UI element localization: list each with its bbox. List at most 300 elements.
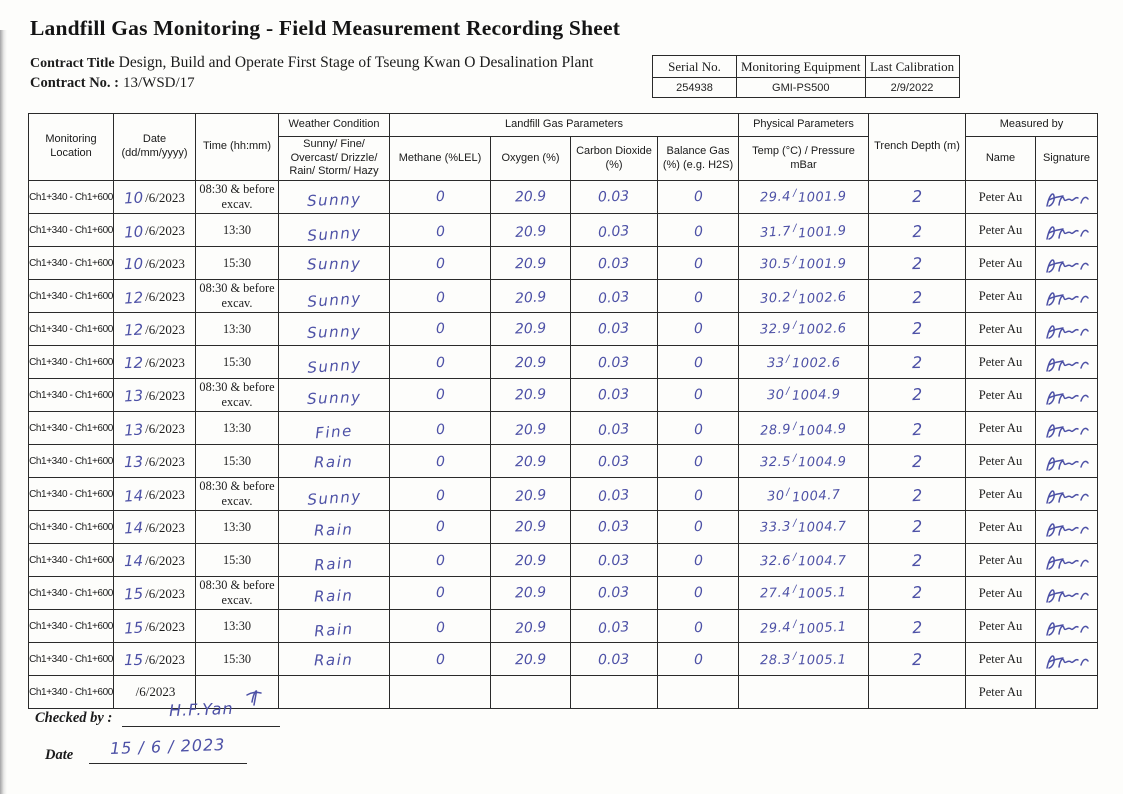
handwritten-oxygen: 20.9	[514, 289, 547, 307]
signature-scribble	[1043, 254, 1091, 276]
handwritten-day: 15	[123, 650, 144, 669]
handwritten-pressure: 1004.7	[798, 519, 848, 536]
methane-cell	[390, 280, 491, 313]
equip-header-equipment: Monitoring Equipment	[737, 56, 866, 78]
monitoring-location-cell: Ch1+340 - Ch1+600	[29, 544, 114, 577]
date-cell	[114, 445, 196, 478]
handwritten-day: 15	[123, 617, 144, 638]
printed-date-part: /6/2023	[145, 519, 185, 535]
time-cell: 08:30 & before excav.	[196, 280, 279, 313]
printed-date-part: /6/2023	[145, 651, 185, 667]
carbon-dioxide-cell	[571, 577, 658, 610]
col-header-monitoring-location: Monitoring Location	[29, 114, 114, 181]
handwritten-weather: Sunny	[306, 254, 362, 273]
oxygen-cell	[491, 346, 571, 379]
oxygen-cell	[491, 247, 571, 280]
trench-depth-cell	[869, 511, 966, 544]
handwritten-co2: 0.03	[598, 619, 631, 637]
page-title: Landfill Gas Monitoring - Field Measurement Recording Sheet	[30, 16, 621, 40]
handwritten-pressure: 1001.9	[798, 189, 848, 206]
time-cell: 13:30	[196, 511, 279, 544]
oxygen-cell	[491, 643, 571, 676]
weather-cell	[279, 610, 390, 643]
temp-pressure-separator: /	[792, 583, 797, 596]
handwritten-pressure: 1005.1	[798, 585, 848, 602]
col-group-weather-condition: Weather Condition	[279, 114, 390, 137]
balance-gas-cell	[658, 181, 739, 214]
weather-cell	[279, 577, 390, 610]
col-header-trench-depth: Trench Depth (m)	[869, 114, 966, 181]
weather-cell	[279, 511, 390, 544]
handwritten-methane: 0	[435, 453, 445, 471]
date-cell	[114, 280, 196, 313]
handwritten-methane: 0	[435, 487, 446, 505]
handwritten-day: 13	[123, 452, 144, 471]
handwritten-weather: Rain	[314, 650, 354, 669]
handwritten-weather: Rain	[314, 553, 355, 574]
handwritten-day: 13	[123, 386, 144, 405]
handwritten-pressure: 1001.9	[798, 223, 848, 242]
monitoring-location-cell: Ch1+340 - Ch1+600	[29, 676, 114, 709]
handwritten-weather: Fine	[314, 421, 354, 442]
signature-cell	[1036, 478, 1098, 511]
handwritten-pressure: 1004.9	[798, 454, 848, 471]
oxygen-cell	[491, 676, 571, 709]
equipment-info-table	[652, 55, 960, 98]
time-cell: 15:30	[196, 544, 279, 577]
handwritten-weather: Sunny	[306, 222, 363, 245]
time-cell: 08:30 & before excav.	[196, 379, 279, 412]
handwritten-temp: 30	[766, 387, 785, 404]
balance-gas-cell	[658, 214, 739, 247]
handwritten-day: 10	[123, 254, 144, 273]
methane-cell	[390, 643, 491, 676]
printed-date-part: /6/2023	[145, 420, 185, 436]
handwritten-weather: Sunny	[306, 321, 362, 342]
contract-title-label: Contract Title	[30, 56, 115, 71]
col-header-balance-gas: Balance Gas (%) (e.g. H2S)	[658, 137, 739, 181]
handwritten-trench-depth: 2	[911, 318, 923, 339]
temp-pressure-cell	[739, 412, 869, 445]
col-header-signature: Signature	[1036, 137, 1098, 181]
checked-date-row	[35, 734, 247, 764]
signature-cell	[1036, 445, 1098, 478]
handwritten-trench-depth: 2	[911, 419, 923, 440]
handwritten-pressure: 1002.6	[798, 321, 848, 338]
handwritten-weather: Sunny	[306, 288, 363, 311]
printed-date-part: /6/2023	[145, 189, 185, 205]
handwritten-temp: 32.9	[759, 321, 792, 338]
handwritten-co2: 0.03	[598, 651, 630, 669]
handwritten-oxygen: 20.9	[514, 487, 547, 505]
oxygen-cell	[491, 181, 571, 214]
handwritten-trench-depth: 2	[911, 384, 923, 405]
handwritten-methane: 0	[435, 651, 445, 669]
weather-cell	[279, 478, 390, 511]
checked-date-line	[89, 734, 247, 764]
handwritten-co2: 0.03	[598, 354, 630, 372]
printed-date-part: /6/2023	[145, 321, 185, 337]
col-header-name: Name	[966, 137, 1036, 181]
temp-pressure-cell	[739, 313, 869, 346]
methane-cell	[390, 577, 491, 610]
handwritten-pressure: 1002.6	[798, 289, 848, 308]
handwritten-day: 14	[123, 485, 144, 506]
trench-depth-cell	[869, 445, 966, 478]
handwritten-methane: 0	[435, 552, 445, 570]
balance-gas-cell	[658, 544, 739, 577]
handwritten-temp: 29.4	[759, 189, 792, 206]
temp-pressure-cell	[739, 511, 869, 544]
signature-scribble	[1043, 650, 1091, 672]
date-cell	[114, 544, 196, 577]
carbon-dioxide-cell	[571, 610, 658, 643]
checked-by-signature-line	[122, 700, 280, 727]
oxygen-cell	[491, 577, 571, 610]
printed-date-part: /6/2023	[135, 684, 176, 699]
handwritten-co2: 0.03	[598, 320, 630, 338]
handwritten-weather: Rain	[314, 519, 355, 540]
handwritten-methane: 0	[435, 188, 445, 206]
date-cell	[114, 181, 196, 214]
printed-date-part: /6/2023	[145, 585, 185, 601]
handwritten-balance-gas: 0	[693, 518, 703, 536]
contract-title-value: Design, Build and Operate First Stage of Tseung Kwan O Desalination Plant	[118, 54, 594, 71]
handwritten-temp: 31.7	[759, 224, 792, 241]
table-row	[29, 511, 1098, 544]
temp-pressure-separator: /	[786, 385, 790, 398]
temp-pressure-separator: /	[792, 187, 797, 200]
handwritten-weather: Rain	[314, 452, 354, 471]
signature-cell	[1036, 247, 1098, 280]
handwritten-methane: 0	[435, 289, 446, 307]
signature-scribble	[1043, 485, 1091, 507]
table-row	[29, 412, 1098, 445]
temp-pressure-separator: /	[786, 353, 790, 366]
carbon-dioxide-cell	[571, 412, 658, 445]
handwritten-trench-depth: 2	[911, 253, 923, 274]
handwritten-balance-gas: 0	[693, 354, 703, 372]
temp-pressure-separator: /	[792, 319, 797, 332]
oxygen-cell	[491, 511, 571, 544]
col-group-landfill-gas-parameters: Landfill Gas Parameters	[390, 114, 739, 137]
table-row	[29, 478, 1098, 511]
col-header-weather-options: Sunny/ Fine/ Overcast/ Drizzle/ Rain/ Storm/ Hazy	[279, 137, 390, 181]
handwritten-oxygen: 20.9	[514, 584, 547, 602]
methane-cell	[390, 445, 491, 478]
table-row	[29, 181, 1098, 214]
balance-gas-cell	[658, 280, 739, 313]
handwritten-trench-depth: 2	[911, 516, 923, 537]
checked-by-signature: H.F.Yan	[168, 698, 234, 721]
handwritten-temp: 28.9	[759, 422, 792, 439]
monitoring-table	[28, 113, 1098, 709]
signature-cell	[1036, 610, 1098, 643]
handwritten-balance-gas: 0	[693, 386, 703, 404]
carbon-dioxide-cell	[571, 181, 658, 214]
monitoring-location-cell: Ch1+340 - Ch1+600	[29, 445, 114, 478]
handwritten-trench-depth: 2	[911, 582, 923, 603]
methane-cell	[390, 313, 491, 346]
monitoring-location-cell: Ch1+340 - Ch1+600	[29, 214, 114, 247]
weather-cell	[279, 313, 390, 346]
handwritten-temp: 32.5	[759, 454, 792, 471]
methane-cell	[390, 181, 491, 214]
handwritten-methane: 0	[435, 386, 445, 404]
oxygen-cell	[491, 445, 571, 478]
monitoring-location-cell: Ch1+340 - Ch1+600	[29, 610, 114, 643]
handwritten-co2: 0.03	[598, 421, 631, 439]
handwritten-day: 15	[123, 584, 144, 603]
handwritten-oxygen: 20.9	[514, 188, 547, 206]
handwritten-trench-depth: 2	[911, 221, 923, 242]
time-cell: 08:30 & before excav.	[196, 181, 279, 214]
printed-date-part: /6/2023	[145, 618, 185, 634]
handwritten-balance-gas: 0	[693, 289, 704, 307]
measured-by-name-cell: Peter Au	[966, 643, 1036, 676]
weather-cell	[279, 214, 390, 247]
handwritten-weather: Sunny	[306, 387, 362, 408]
trench-depth-cell	[869, 676, 966, 709]
handwritten-co2: 0.03	[598, 289, 631, 307]
methane-cell	[390, 478, 491, 511]
temp-pressure-separator: /	[792, 650, 797, 663]
handwritten-weather: Sunny	[306, 189, 362, 210]
printed-date-part: /6/2023	[145, 255, 185, 271]
carbon-dioxide-cell	[571, 313, 658, 346]
trench-depth-cell	[869, 478, 966, 511]
handwritten-balance-gas: 0	[693, 320, 703, 338]
signature-cell	[1036, 544, 1098, 577]
handwritten-day: 14	[123, 518, 144, 537]
handwritten-co2: 0.03	[598, 255, 630, 273]
handwritten-trench-depth: 2	[911, 352, 923, 373]
equip-header-calibration: Last Calibration	[865, 56, 959, 78]
methane-cell	[390, 676, 491, 709]
handwritten-temp: 30	[766, 488, 785, 505]
table-row	[29, 214, 1098, 247]
monitoring-location-cell: Ch1+340 - Ch1+600	[29, 247, 114, 280]
temp-pressure-separator: /	[792, 222, 797, 235]
weather-cell	[279, 346, 390, 379]
handwritten-methane: 0	[435, 255, 445, 273]
measured-by-name-cell: Peter Au	[966, 214, 1036, 247]
handwritten-pressure: 1005.1	[798, 619, 848, 638]
handwritten-trench-depth: 2	[911, 649, 923, 670]
handwritten-day: 14	[123, 551, 144, 570]
handwritten-oxygen: 20.9	[514, 453, 547, 471]
weather-cell	[279, 676, 390, 709]
oxygen-cell	[491, 478, 571, 511]
signature-cell	[1036, 313, 1098, 346]
methane-cell	[390, 610, 491, 643]
signature-scribble	[1043, 320, 1091, 342]
methane-cell	[390, 412, 491, 445]
temp-pressure-cell	[739, 445, 869, 478]
temp-pressure-cell	[739, 478, 869, 511]
handwritten-co2: 0.03	[598, 584, 630, 602]
printed-date-part: /6/2023	[145, 453, 185, 469]
printed-date-part: /6/2023	[145, 552, 185, 568]
handwritten-oxygen: 20.9	[514, 619, 547, 637]
checked-by-row	[35, 700, 280, 727]
date-cell	[114, 643, 196, 676]
time-cell: 08:30 & before excav.	[196, 478, 279, 511]
signature-scribble	[1043, 584, 1091, 606]
measured-by-name-cell: Peter Au	[966, 676, 1036, 709]
trench-depth-cell	[869, 247, 966, 280]
handwritten-temp: 28.3	[759, 652, 792, 669]
measured-by-name-cell: Peter Au	[966, 247, 1036, 280]
signature-cell	[1036, 412, 1098, 445]
handwritten-pressure: 1004.7	[791, 487, 841, 506]
date-cell	[114, 610, 196, 643]
table-row	[29, 445, 1098, 478]
temp-pressure-cell	[739, 280, 869, 313]
handwritten-day: 12	[123, 287, 144, 308]
handwritten-co2: 0.03	[598, 386, 630, 404]
balance-gas-cell	[658, 313, 739, 346]
temp-pressure-cell	[739, 214, 869, 247]
temp-pressure-cell	[739, 247, 869, 280]
table-row	[29, 247, 1098, 280]
signature-cell	[1036, 643, 1098, 676]
oxygen-cell	[491, 610, 571, 643]
time-cell: 13:30	[196, 313, 279, 346]
balance-gas-cell	[658, 346, 739, 379]
balance-gas-cell	[658, 676, 739, 709]
oxygen-cell	[491, 544, 571, 577]
measured-by-name-cell: Peter Au	[966, 445, 1036, 478]
handwritten-weather: Sunny	[306, 486, 363, 509]
trench-depth-cell	[869, 280, 966, 313]
table-row	[29, 610, 1098, 643]
trench-depth-cell	[869, 610, 966, 643]
oxygen-cell	[491, 214, 571, 247]
date-cell	[114, 214, 196, 247]
handwritten-day: 13	[123, 419, 144, 440]
time-cell: 13:30	[196, 412, 279, 445]
handwritten-trench-depth: 2	[911, 617, 923, 638]
handwritten-co2: 0.03	[598, 188, 630, 206]
contract-no-value: 13/WSD/17	[123, 75, 195, 91]
handwritten-oxygen: 20.9	[514, 320, 547, 338]
date-cell	[114, 577, 196, 610]
signature-scribble	[1043, 221, 1091, 243]
handwritten-oxygen: 20.9	[514, 518, 547, 536]
carbon-dioxide-cell	[571, 346, 658, 379]
handwritten-trench-depth: 2	[911, 485, 923, 506]
signature-cell	[1036, 214, 1098, 247]
handwritten-methane: 0	[435, 518, 445, 536]
weather-cell	[279, 379, 390, 412]
balance-gas-cell	[658, 412, 739, 445]
handwritten-day: 10	[123, 221, 144, 242]
handwritten-pressure: 1005.1	[798, 652, 848, 669]
monitoring-location-cell: Ch1+340 - Ch1+600	[29, 577, 114, 610]
temp-pressure-cell	[739, 643, 869, 676]
handwritten-co2: 0.03	[598, 453, 630, 471]
carbon-dioxide-cell	[571, 544, 658, 577]
equip-value-calibration: 2/9/2022	[865, 78, 959, 98]
printed-date-part: /6/2023	[145, 288, 185, 304]
table-row	[29, 379, 1098, 412]
handwritten-temp: 33	[766, 355, 785, 372]
checked-by-label: Checked by :	[35, 710, 113, 726]
col-header-carbon-dioxide: Carbon Dioxide (%)	[571, 137, 658, 181]
contract-title-line	[30, 54, 593, 72]
weather-cell	[279, 445, 390, 478]
handwritten-co2: 0.03	[598, 223, 631, 241]
temp-pressure-cell	[739, 379, 869, 412]
handwritten-pressure: 1004.9	[791, 387, 841, 404]
col-header-oxygen: Oxygen (%)	[491, 137, 571, 181]
trench-depth-cell	[869, 313, 966, 346]
col-group-physical-parameters: Physical Parameters	[739, 114, 869, 137]
signature-scribble	[1043, 287, 1091, 309]
temp-pressure-cell	[739, 577, 869, 610]
weather-cell	[279, 412, 390, 445]
trench-depth-cell	[869, 346, 966, 379]
carbon-dioxide-cell	[571, 280, 658, 313]
handwritten-oxygen: 20.9	[514, 223, 547, 241]
carbon-dioxide-cell	[571, 214, 658, 247]
date-cell	[114, 346, 196, 379]
handwritten-temp: 27.4	[759, 585, 792, 602]
handwritten-trench-depth: 2	[911, 287, 923, 308]
measured-by-name-cell: Peter Au	[966, 346, 1036, 379]
balance-gas-cell	[658, 445, 739, 478]
checked-date-label: Date	[45, 747, 74, 763]
methane-cell	[390, 346, 491, 379]
handwritten-methane: 0	[435, 320, 445, 338]
table-row	[29, 577, 1098, 610]
temp-pressure-separator: /	[786, 486, 791, 499]
handwritten-balance-gas: 0	[693, 255, 703, 273]
time-cell: 08:30 & before excav.	[196, 577, 279, 610]
measured-by-name-cell: Peter Au	[966, 478, 1036, 511]
handwritten-weather: Sunny	[306, 354, 363, 377]
printed-date-part: /6/2023	[145, 486, 185, 502]
handwritten-trench-depth: 2	[911, 186, 923, 207]
monitoring-location-cell: Ch1+340 - Ch1+600	[29, 346, 114, 379]
measured-by-name-cell: Peter Au	[966, 181, 1036, 214]
handwritten-methane: 0	[435, 421, 446, 439]
temp-pressure-separator: /	[792, 288, 797, 301]
table-row	[29, 313, 1098, 346]
col-group-measured-by: Measured by	[966, 114, 1098, 137]
carbon-dioxide-cell	[571, 445, 658, 478]
signature-cell	[1036, 280, 1098, 313]
signature-cell	[1036, 511, 1098, 544]
methane-cell	[390, 247, 491, 280]
signature-cell	[1036, 181, 1098, 214]
temp-pressure-cell	[739, 346, 869, 379]
monitoring-location-cell: Ch1+340 - Ch1+600	[29, 478, 114, 511]
temp-pressure-cell	[739, 544, 869, 577]
date-cell	[114, 313, 196, 346]
monitoring-location-cell: Ch1+340 - Ch1+600	[29, 313, 114, 346]
signature-scribble	[1043, 419, 1091, 441]
handwritten-balance-gas: 0	[693, 552, 703, 570]
handwritten-temp: 30.5	[759, 256, 792, 273]
temp-pressure-cell	[739, 181, 869, 214]
date-cell	[114, 412, 196, 445]
printed-date-part: /6/2023	[145, 222, 185, 238]
handwritten-weather: Rain	[314, 585, 355, 606]
col-header-methane: Methane (%LEL)	[390, 137, 491, 181]
handwritten-temp: 33.3	[759, 519, 792, 536]
